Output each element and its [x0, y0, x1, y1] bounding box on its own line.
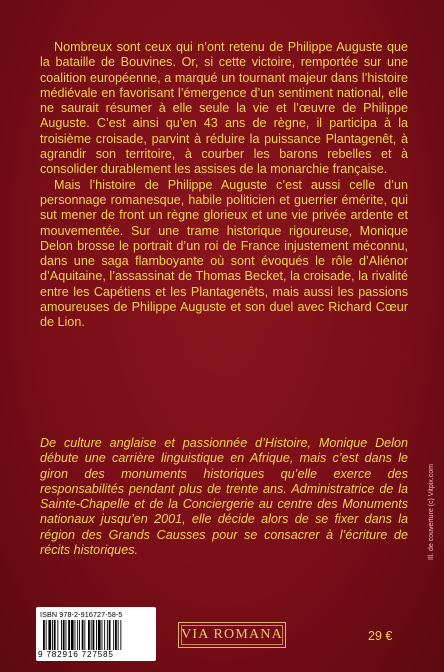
cover-illustration-credit: Ill. de couverture (c) Vitpix.com	[428, 464, 435, 560]
barcode-bar	[57, 620, 58, 650]
barcode-bar	[113, 620, 114, 650]
isbn-label: ISBN 978-2-916727-58-5	[40, 610, 123, 619]
barcode-bar	[118, 620, 119, 650]
barcode-bar	[107, 620, 108, 650]
author-bio	[40, 436, 408, 558]
barcode-bar	[91, 620, 92, 650]
price: 29 €	[368, 629, 393, 643]
barcode-bar	[66, 620, 67, 650]
barcode-bar	[77, 620, 78, 650]
barcode-bar	[104, 620, 105, 650]
barcode-bar	[120, 620, 121, 650]
barcode-bar	[43, 620, 45, 650]
author-bio-text: De culture anglaise et passionnée d’Histoire, Monique Delon débute une carrière linguistique en Afrique, mais c’est dans le giron des monuments historiques qu’elle exerce des responsabilités pendant plus de trente ans. Administratrice de la Sainte-Chapelle et de la Conciergerie au centre des Monuments nationaux jusqu’en 2001, elle décide alors de se fixer dans la région des Grands Causses pour se consacrer à l’écriture de récits historiques.	[40, 436, 408, 558]
barcode-bar	[88, 620, 90, 650]
barcode-bar	[48, 620, 51, 650]
barcode-bar	[52, 620, 53, 650]
synopsis	[40, 40, 408, 331]
barcode-bar	[68, 620, 70, 650]
publisher-logo: VIA ROMANA	[178, 622, 286, 648]
barcode-bar	[63, 620, 65, 650]
barcode-bar	[71, 620, 74, 650]
barcode-bar	[115, 620, 117, 650]
barcode-number: 9 782916 727585	[38, 650, 114, 659]
barcode-bar	[82, 620, 84, 650]
barcode-bar	[61, 620, 62, 650]
barcode-bar	[102, 620, 103, 650]
barcode-bar	[98, 620, 101, 650]
barcode-bar	[93, 620, 95, 650]
barcode-bar	[46, 620, 47, 650]
synopsis-paragraph-1: Nombreux sont ceux qui n’ont retenu de Philippe Auguste que la bataille de Bouvines. Or, si cette victoire, remportée sur une coalition européenne, a marqué un tournant majeur dans l’histoire médiévale en favorisant l’émergence d’un sentiment national, elle ne saurait résumer à elle seule la vie et l’œuvre de Philippe Auguste. C’est ainsi qu’en 43 ans de règne, il participa à la troisième croisade, parvint à réduire la puissance Plantagenêt, à agrandir son territoire, à courber les barons rebelles et à consolider durablement les assises de la monarchie française.	[40, 40, 408, 177]
barcode-panel	[36, 607, 156, 661]
barcode-bar	[75, 620, 76, 650]
synopsis-paragraph-2: Mais l’histoire de Philippe Auguste c’est aussi celle d’un personnage romanesque, habile politicien et guerrier émérite, qui sut mener de front un règne glorieux et une vie privée ardente et mouvementée. Sur une trame historique rigoureuse, Monique Delon brosse le portrait d’un roi de France injustement méconnu, dans une saga flamboyante où sont évoqués le rôle d’Aliénor d’Aquitaine, l’assassinat de Thomas Becket, la croisade, la rivalité entre les Capétiens et les Plantagenêts, mais aussi les passions amoureuses de Philippe Auguste et son duel avec Richard Cœur de Lion.	[40, 177, 408, 330]
barcode-bar	[84, 620, 85, 650]
barcode-bar	[54, 620, 56, 650]
barcode-bar	[79, 620, 80, 650]
barcode-icon	[43, 620, 149, 650]
barcode-bar	[96, 620, 97, 650]
barcode-bar	[109, 620, 111, 650]
